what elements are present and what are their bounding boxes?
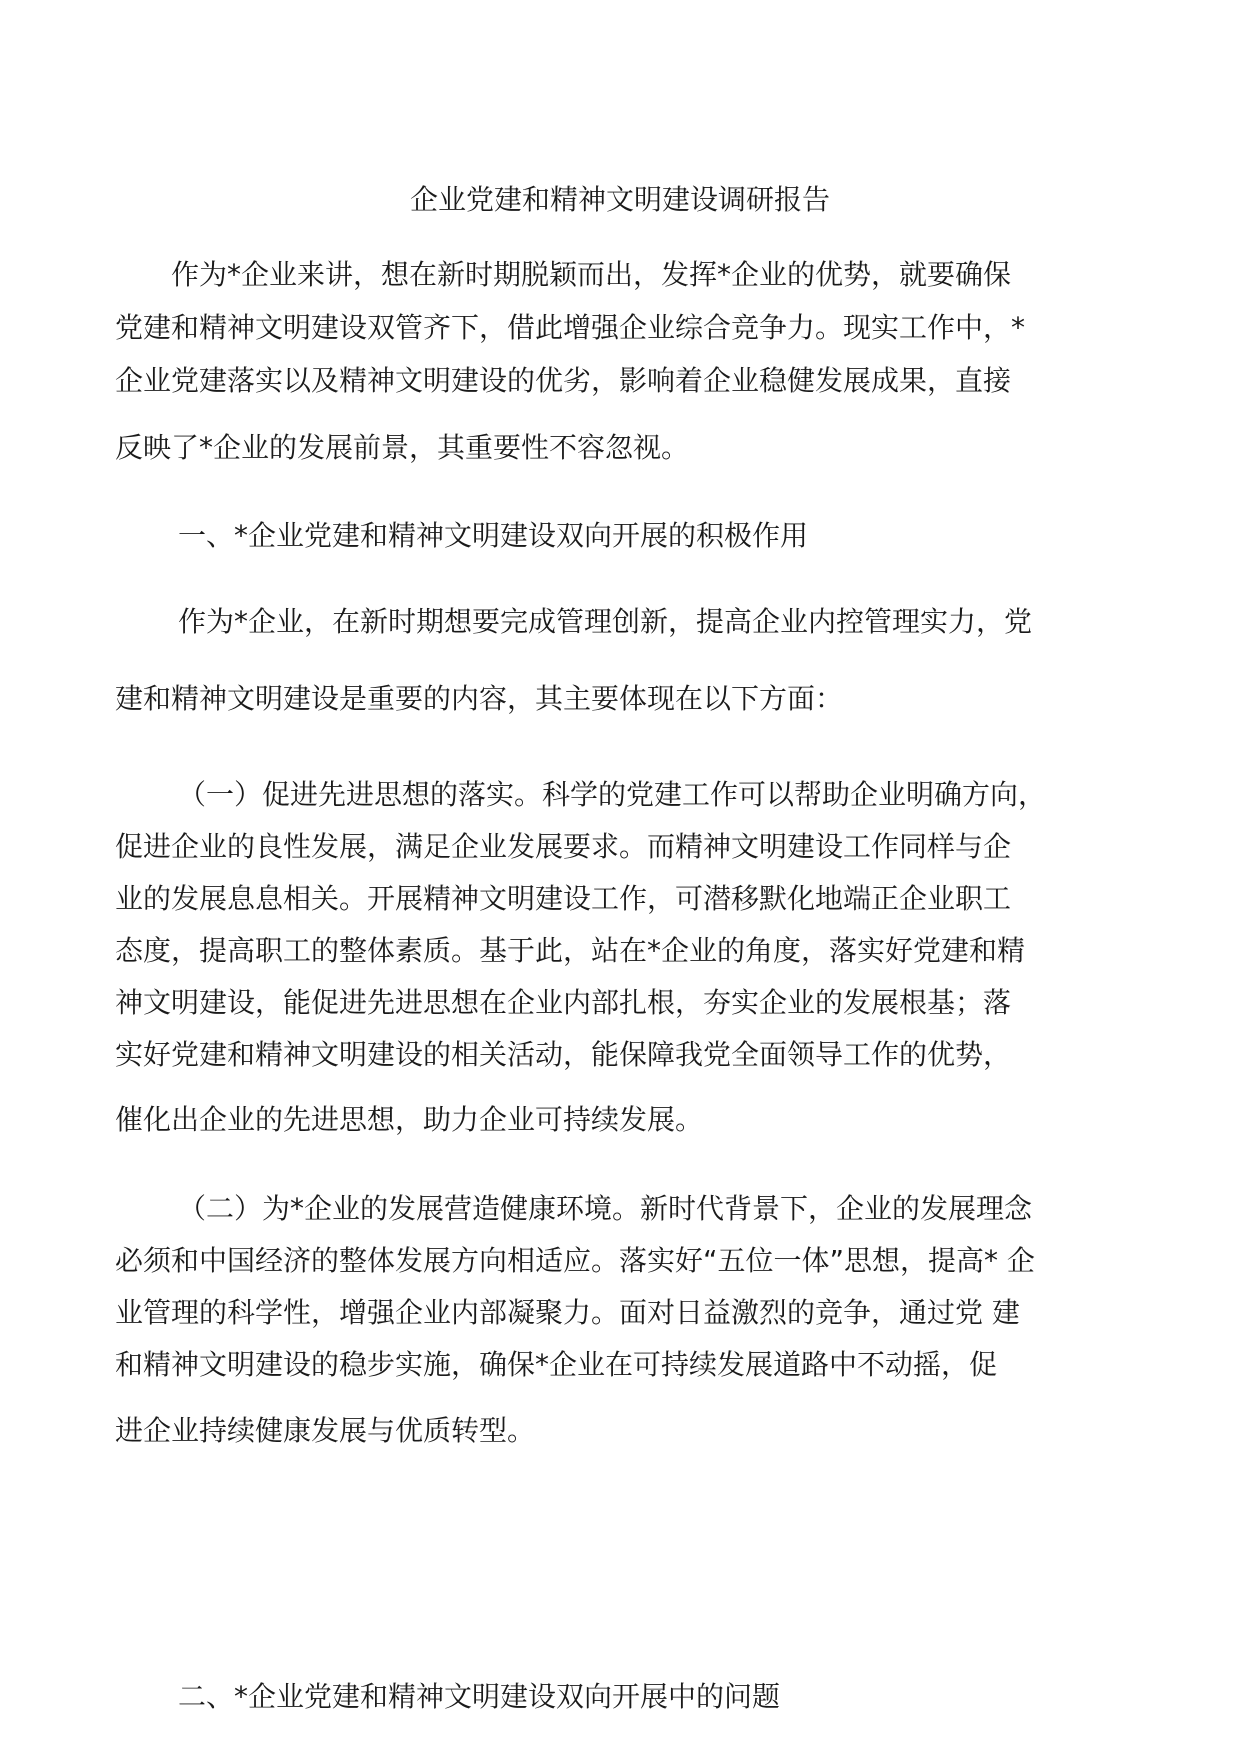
text-line: （一）促进先进思想的落实。科学的党建工作可以帮助企业明确方向， [178, 778, 1047, 811]
section-heading-1: 一、*企业党建和精神文明建设双向开展的积极作用 [178, 519, 809, 552]
text-line: 必须和中国经济的整体发展方向相适应。落实好“五位一体”思想，提高* 企 [115, 1244, 1035, 1277]
text-line: 促进企业的良性发展，满足企业发展要求。而精神文明建设工作同样与企 [115, 830, 1012, 863]
section-heading-2: 二、*企业党建和精神文明建设双向开展中的问题 [178, 1680, 781, 1713]
text-line: 催化出企业的先进思想，助力企业可持续发展。 [115, 1103, 704, 1136]
section1-paragraph-1 [115, 602, 1125, 719]
text-line: 反映了*企业的发展前景，其重要性不容忽视。 [115, 431, 690, 464]
text-line: 业的发展息息相关。开展精神文明建设工作，可潜移默化地端正企业职工 [115, 882, 1012, 915]
text-line: 企业党建落实以及精神文明建设的优劣，影响着企业稳健发展成果，直接 [115, 364, 1012, 397]
text-line: 神文明建设，能促进先进思想在企业内部扎根，夯实企业的发展根基；落 [115, 986, 1012, 1019]
text-line: 态度，提高职工的整体素质。基于此，站在*企业的角度，落实好党建和精 [115, 934, 1026, 967]
document-title: 企业党建和精神文明建设调研报告 [409, 183, 830, 216]
text-line: 进企业持续健康发展与优质转型。 [115, 1414, 536, 1447]
section1-paragraph-3 [115, 1189, 1125, 1451]
text-line: 作为*企业，在新时期想要完成管理创新，提高企业内控管理实力，党 [178, 605, 1033, 638]
text-line: （二）为*企业的发展营造健康环境。新时代背景下，企业的发展理念 [178, 1192, 1033, 1225]
text-line: 和精神文明建设的稳步实施，确保*企业在可持续发展道路中不动摇，促 [115, 1348, 998, 1381]
text-line: 实好党建和精神文明建设的相关活动，能保障我党全面领导工作的优势， [115, 1038, 1012, 1071]
text-line: 建和精神文明建设是重要的内容，其主要体现在以下方面： [115, 682, 844, 715]
text-line: 业管理的科学性，增强企业内部凝聚力。面对日益激烈的竞争，通过党 建 [115, 1296, 1020, 1329]
text-line: 作为*企业来讲，想在新时期脱颖而出，发挥*企业的优势，就要确保 [171, 258, 1012, 291]
section1-paragraph-2 [115, 775, 1125, 1140]
intro-paragraph [115, 255, 1125, 468]
text-line: 党建和精神文明建设双管齐下，借此增强企业综合竞争力。现实工作中，* [115, 311, 1026, 344]
